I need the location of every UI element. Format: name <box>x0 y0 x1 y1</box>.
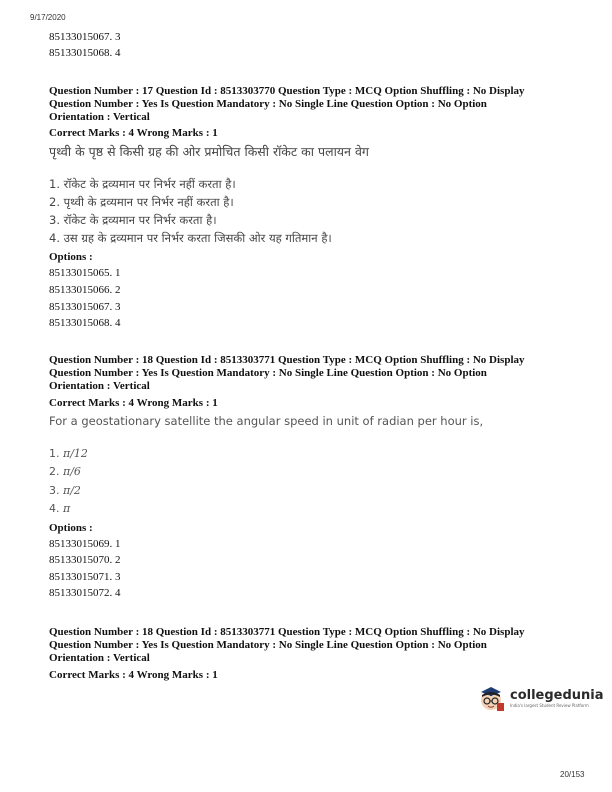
q18-option-3: 85133015071. 3 <box>49 571 121 583</box>
q18-choice-4: 4. π <box>49 502 71 515</box>
q18-choice-2: 2. π/6 <box>49 465 81 478</box>
q17-choice-3: 3. रॉकेट के द्रव्यमान पर निर्भर करता है। <box>49 213 217 227</box>
q17-marks: Correct Marks : 4 Wrong Marks : 1 <box>49 127 218 139</box>
q17-choice-1: 1. रॉकेट के द्रव्यमान पर निर्भर नहीं करता है। <box>49 177 236 191</box>
q17-meta-line-1: Question Number : 17 Question Id : 8513303770 Question Type : MCQ Option Shuffling : No Display <box>49 85 525 97</box>
collegedunia-logo <box>476 683 604 713</box>
q18-option-4: 85133015072. 4 <box>49 587 121 599</box>
q18-meta-line-3: Orientation : Vertical <box>49 380 150 392</box>
q18-meta-line-1: Question Number : 18 Question Id : 8513303771 Question Type : MCQ Option Shuffling : No Display <box>49 354 525 366</box>
q17-question-text: पृथ्वी के पृष्ठ से किसी ग्रह की ओर प्रमोचित किसी रॉकेट का पलायन वेग <box>49 144 369 159</box>
mascot-icon <box>476 683 506 713</box>
q18-meta-line-2: Question Number : Yes Is Question Mandatory : No Single Line Question Option : No Option <box>49 367 487 379</box>
q17-choice-4: 4. उस ग्रह के द्रव्यमान पर निर्भर करता जिसकी ओर यह गतिमान है। <box>49 231 332 245</box>
q17-meta-line-2: Question Number : Yes Is Question Mandatory : No Single Line Question Option : No Option <box>49 98 487 110</box>
q18b-marks: Correct Marks : 4 Wrong Marks : 1 <box>49 669 218 681</box>
q17-option-4: 85133015068. 4 <box>49 317 121 329</box>
q18b-meta-line-2: Question Number : Yes Is Question Mandatory : No Single Line Question Option : No Option <box>49 639 487 651</box>
page-number: 20/153 <box>560 770 585 779</box>
q18-options-label: Options : <box>49 522 93 534</box>
q18-marks: Correct Marks : 4 Wrong Marks : 1 <box>49 397 218 409</box>
q17-meta-line-3: Orientation : Vertical <box>49 111 150 123</box>
q17-option-1: 85133015065. 1 <box>49 267 121 279</box>
q18-option-1: 85133015069. 1 <box>49 538 121 550</box>
q18-choice-3: 3. π/2 <box>49 484 81 497</box>
q17-choice-2: 2. पृथ्वी के द्रव्यमान पर निर्भर नहीं करता है। <box>49 195 234 209</box>
q17-options-label: Options : <box>49 251 93 263</box>
q18b-meta-line-1: Question Number : 18 Question Id : 8513303771 Question Type : MCQ Option Shuffling : No Display <box>49 626 525 638</box>
q17-option-2: 85133015066. 2 <box>49 284 121 296</box>
q18-option-2: 85133015070. 2 <box>49 554 121 566</box>
q17-option-3: 85133015067. 3 <box>49 301 121 313</box>
option-line: 85133015068. 4 <box>49 47 121 59</box>
logo-name: collegedunia <box>510 687 604 703</box>
print-date: 9/17/2020 <box>30 13 66 22</box>
option-line: 85133015067. 3 <box>49 31 121 43</box>
q18b-meta-line-3: Orientation : Vertical <box>49 652 150 664</box>
logo-tagline: India's largest Student Review Platform <box>510 702 589 708</box>
q18-choice-1: 1. π/12 <box>49 447 88 460</box>
q18-question-text: For a geostationary satellite the angular speed in unit of radian per hour is, <box>49 414 484 428</box>
